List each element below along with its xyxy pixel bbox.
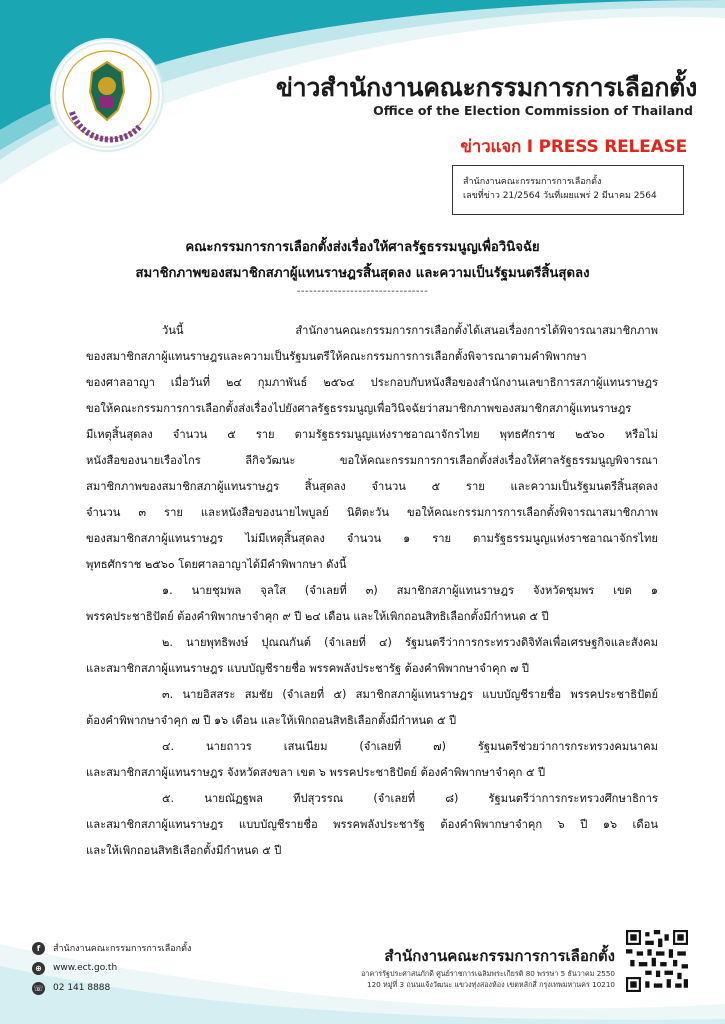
footer-facebook[interactable] xyxy=(32,938,191,958)
list-item xyxy=(86,682,658,734)
list-item xyxy=(86,734,658,786)
body-line: ของสมาชิกสภาผู้แทนราษฎร ไม่มีเหตุสิ้นสุดลง จำนวน ๑ ราย ตามรัฐธรรมนูญแห่งราชอาณาจักรไทย xyxy=(86,532,658,545)
press-release-label: ข่าวแจก I PRESS RELEASE xyxy=(460,137,687,157)
body-line: ของศาลอาญา เมื่อวันที่ ๒๔ กุมภาพันธ์ ๒๕๖๔ ประกอบกับหนังสือของสำนักงานเลขาธิการสภาผู้แทนราษฎร xyxy=(86,376,658,389)
footer-address-1: อาคารรัฐประศาสนภักดี ศูนย์ราชการเฉลิมพระเกียรติ 80 พรรษา 5 ธันวาคม 2550 xyxy=(361,969,615,978)
list-item xyxy=(86,786,658,864)
body-line: พุทธศักราช ๒๕๖๐ โดยศาลอาญาได้มีคำพิพากษา ดังนี้ xyxy=(86,558,347,571)
list-item xyxy=(86,630,658,682)
phone-icon: ☏ xyxy=(33,983,44,993)
headline-separator: -------------------------------- xyxy=(296,286,429,297)
body-line: และให้เพิกถอนสิทธิเลือกตั้งมีกำหนด ๕ ปี xyxy=(86,844,282,857)
body-line: ๒. นายพุทธิพงษ์ ปุณณกันต์ (จำเลยที่ ๔) รัฐมนตรีว่าการกระทรวงดิจิทัลเพื่อเศรษฐกิจและสังคม xyxy=(162,636,658,649)
facebook-label: สำนักงานคณะกรรมการการเลือกตั้ง xyxy=(53,944,192,954)
body-line: จำนวน ๓ ราย และหนังสือของนายไพบูลย์ นิติตะวัน ขอให้คณะกรรมการการเลือกตั้งพิจารณาสมาชิกภาพ xyxy=(86,506,658,519)
body-line: สมาชิกภาพของสมาชิกสภาผู้แทนราษฎร สิ้นสุดลง จำนวน ๕ ราย และความเป็นรัฐมนตรีสิ้นสุดลง xyxy=(86,480,658,493)
website-label: www.ect.go.th xyxy=(53,963,118,973)
body-line: และสมาชิกสภาผู้แทนราษฎร แบบบัญชีรายชื่อ พรรคพลังประชารัฐ ต้องคำพิพากษาจำคุก ๖ ปี ๑๖ เดือน xyxy=(86,818,658,831)
qr-code-icon[interactable] xyxy=(626,930,688,992)
body-line: ของสมาชิกสภาผู้แทนราษฎรและความเป็นรัฐมนตรีให้คณะกรรมการการเลือกตั้งพิจารณาตามคำพิพากษา xyxy=(86,350,587,363)
body-line: ๕. นายณัฏฐพล ทีปสุวรรณ (จำเลยที่ ๘) รัฐมนตรีว่าการกระทรวงศึกษาธิการ xyxy=(162,792,658,805)
body-line: วันนี้ สำนักงานคณะกรรมการการเลือกตั้งได้เสนอเรื่องการได้พิจารณาสมาชิกภาพ xyxy=(162,324,658,337)
list-item xyxy=(86,578,658,630)
footer-phone[interactable] xyxy=(32,978,191,998)
footer-org-name: สำนักงานคณะกรรมการการเลือกตั้ง xyxy=(384,947,615,965)
body-line: และสมาชิกสภาผู้แทนราษฎร จังหวัดสงขลา เขต ๖ พรรคประชาธิปัตย์ ต้องคำพิพากษาจำคุก ๕ ปี xyxy=(86,766,546,779)
release-info-box xyxy=(452,165,684,215)
footer-contacts xyxy=(32,938,191,998)
intro-paragraph xyxy=(86,318,658,578)
footer-address-2: 120 หมู่ที่ 3 ถนนแจ้งวัฒนะ แขวงทุ่งสองห้อง เขตหลักสี่ กรุงเทพมหานคร 10210 xyxy=(367,980,615,989)
phone-label: 02 141 8888 xyxy=(53,983,111,993)
ect-seal-logo xyxy=(52,40,162,150)
footer-org-info xyxy=(361,944,615,990)
facebook-icon: f xyxy=(32,942,45,955)
body-line: หนังสือของนายเรืองไกร ลีกิจวัฒนะ ขอให้คณะกรรมการการเลือกตั้งส่งเรื่องให้ศาลรัฐธรรมนูญพิจารณา xyxy=(86,454,658,467)
body-line: ๔. นายถาวร เสนเนียม (จำเลยที่ ๗) รัฐมนตรีช่วยว่าการกระทรวงคมนาคม xyxy=(162,740,658,753)
header-title-thai: ข่าวสำนักงานคณะกรรมการการเลือกตั้ง xyxy=(275,73,697,102)
headline-line-1: คณะกรรมการการเลือกตั้งส่งเรื่องให้ศาลรัฐธรรมนูญเพื่อวินิจฉัย xyxy=(185,240,540,255)
body-line: ๑. นายชุมพล จุลใส (จำเลยที่ ๓) สมาชิกสภาผู้แทนราษฎร จังหวัดชุมพร เขต ๑ xyxy=(162,584,658,597)
body-line: พรรคประชาธิปัตย์ ต้องคำพิพากษาจำคุก ๙ ปี ๒๔ เดือน และให้เพิกถอนสิทธิเลือกตั้งมีกำหนด ๕ ปี xyxy=(86,610,549,623)
body-line: ต้องคำพิพากษาจำคุก ๗ ปี ๑๖ เดือน และให้เพิกถอนสิทธิเลือกตั้งมีกำหนด ๕ ปี xyxy=(86,714,457,727)
body-line: ขอให้คณะกรรมการการเลือกตั้งส่งเรื่องไปยังศาลรัฐธรรมนูญเพื่อวินิจฉัยว่าสมาชิกภาพของสมาชิกสภาผู้แทนราษฎร xyxy=(86,402,632,415)
footer-website[interactable] xyxy=(32,958,191,978)
info-office: สำนักงานคณะกรรมการการเลือกตั้ง xyxy=(463,177,602,187)
headline-line-2: สมาชิกภาพของสมาชิกสภาผู้แทนราษฎรสิ้นสุดลง และความเป็นรัฐมนตรีสิ้นสุดลง xyxy=(135,266,590,281)
press-release-body xyxy=(86,318,658,864)
info-number-date: เลขที่ข่าว 21/2564 วันที่เผยแพร่ 2 มีนาคม 2564 xyxy=(463,191,657,201)
header-title-english: Office of the Election Commission of Thailand xyxy=(373,103,693,118)
globe-icon: ⊕ xyxy=(32,962,45,975)
body-line: มีเหตุสิ้นสุดลง จำนวน ๕ ราย ตามรัฐธรรมนูญแห่งราชอาณาจักรไทย พุทธศักราช ๒๕๖๐ หรือไม่ xyxy=(86,428,658,441)
body-line: และสมาชิกสภาผู้แทนราษฎร แบบบัญชีรายชื่อ พรรคพลังประชารัฐ ต้องคำพิพากษาจำคุก ๗ ปี xyxy=(86,662,529,675)
body-line: ๓. นายอิสสระ สมชัย (จำเลยที่ ๕) สมาชิกสภาผู้แทนราษฎร แบบบัญชีรายชื่อ พรรคประชาธิปัตย์ xyxy=(162,688,658,701)
